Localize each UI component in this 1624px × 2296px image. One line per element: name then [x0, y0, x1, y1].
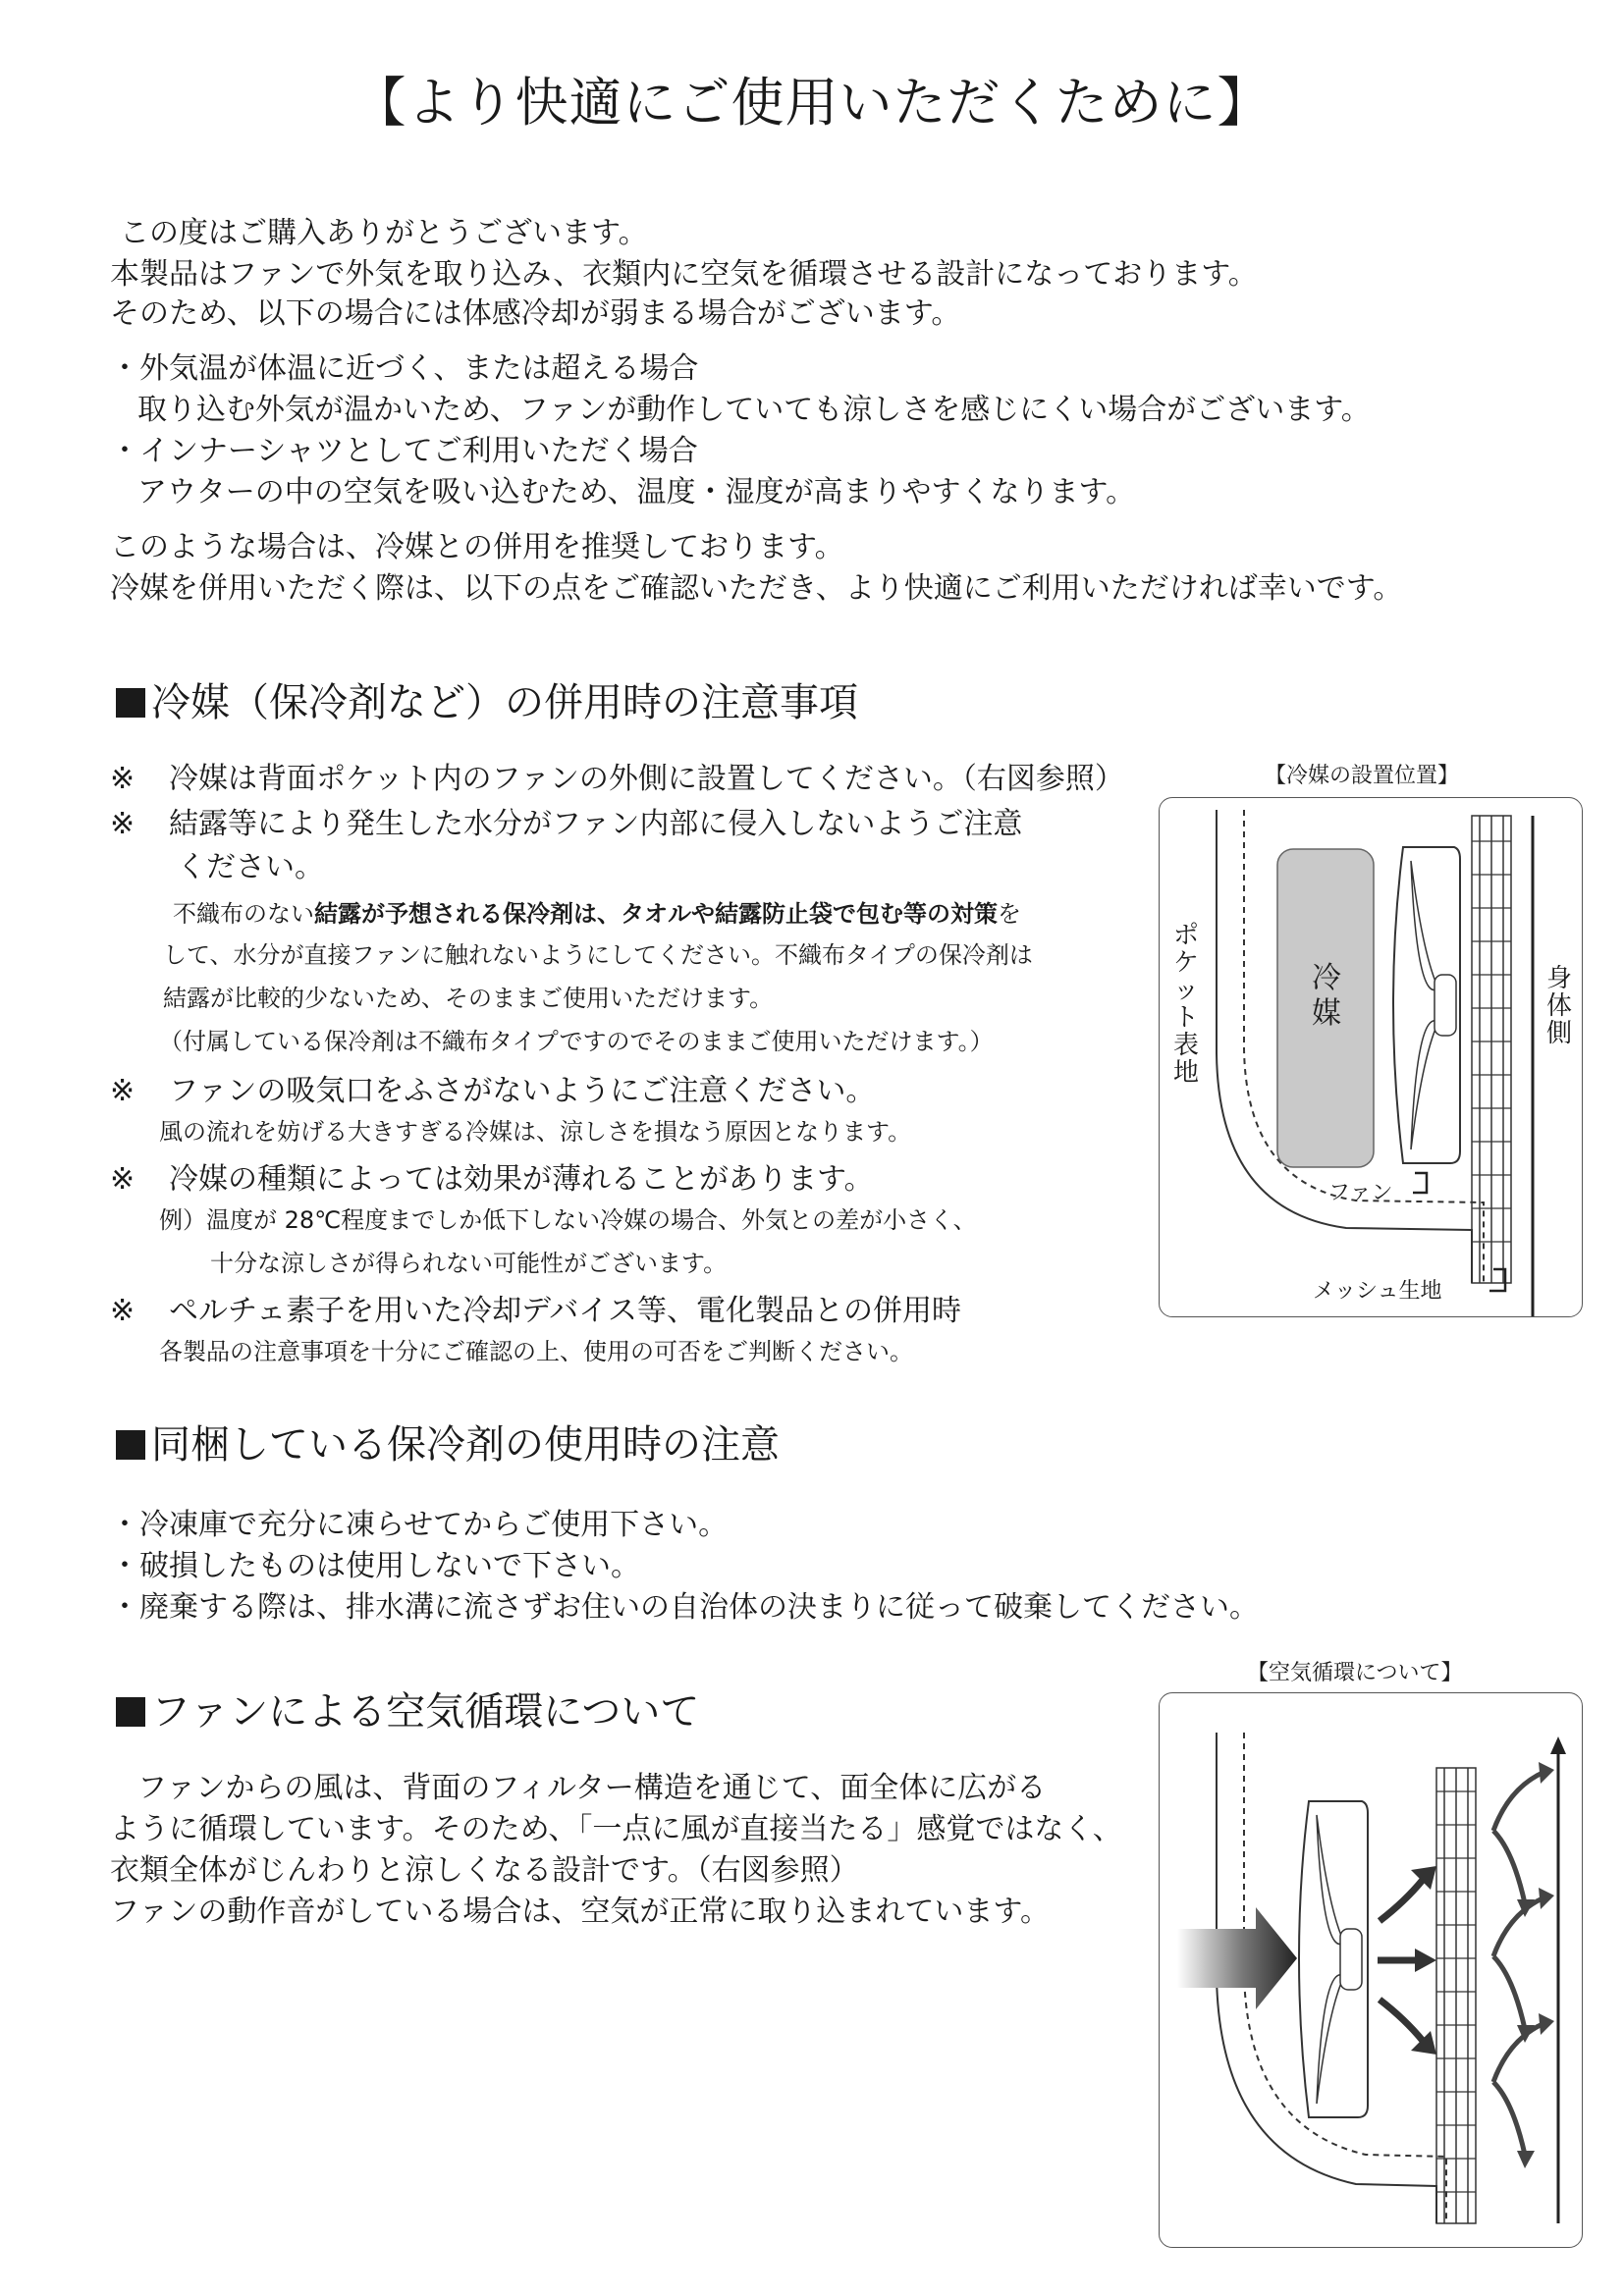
note-4	[110, 1162, 874, 1198]
note-2-sub-2: して、水分が直接ファンに触れないようにしてください。不織布タイプの保冷剤は	[163, 941, 1033, 969]
note-2-sub-1	[173, 899, 1021, 929]
note-5-sub: 各製品の注意事項を十分にご確認の上、使用の可否をご判断ください。	[159, 1338, 913, 1365]
section-2-heading	[116, 1421, 780, 1468]
airflow-line-2: ように循環しています。そのため、「一点に風が直接当たる」感覚ではなく、	[110, 1812, 1122, 1846]
bundled-item-1: ・冷凍庫で充分に凍らせてからご使用下さい。	[110, 1508, 729, 1542]
note-2-sub-3: 結露が比較的少ないため、そのままご使用いただけます。	[163, 985, 774, 1012]
note-2-sub-1-post: を	[998, 900, 1021, 928]
note-2-cont: ください。	[177, 850, 324, 884]
figure-2-caption: 【空気循環について】	[1247, 1661, 1463, 1685]
note-2-sub-4: （付属している保冷剤は不織布タイプですのでそのままご使用いただけます。）	[159, 1028, 994, 1055]
note-2-text: 結露等により発生した水分がファン内部に侵入しないようご注意	[169, 807, 1023, 841]
note-2-sub-1-bold: 結露が予想される保冷剤は、タオルや結露防止袋で包む等の対策	[314, 900, 998, 928]
spread-arrows	[1493, 1772, 1544, 2155]
airflow-line-4: ファンの動作音がしている場合は、空気が正常に取り込まれています。	[110, 1895, 1050, 1929]
mesh-grid	[1472, 816, 1511, 1283]
fan-label: ファン	[1328, 1181, 1393, 1205]
airflow-line-1: ファンからの風は、背面のフィルター構造を通じて、面全体に広がる	[137, 1771, 1047, 1805]
note-1-text: 冷媒は背面ポケット内のファンの外側に設置してください。（右図参照）	[169, 762, 1124, 796]
bundled-item-2: ・破損したものは使用しないで下さい。	[110, 1549, 640, 1583]
note-2-sub-1-pre: 不織布のない	[173, 900, 314, 928]
mesh-label: メッシュ生地	[1313, 1279, 1442, 1304]
note-1	[110, 762, 1124, 797]
note-mark: ※	[110, 1074, 135, 1108]
note-4-sub-1: 例）温度が 28℃程度までしか低下しない冷媒の場合、外気との差が小さく、	[159, 1206, 977, 1234]
page-title: 【より快適にご使用いただくために】	[352, 72, 1272, 133]
figure-1-coolant-position	[1159, 797, 1583, 1317]
note-5	[110, 1294, 961, 1329]
section-1-heading	[116, 679, 858, 726]
bundled-item-3: ・廃棄する際は、排水溝に流さずお住いの自治体の決まりに従って破棄してください。	[110, 1590, 1259, 1625]
note-4-text: 冷媒の種類によっては効果が薄れることがあります。	[169, 1162, 874, 1197]
intro-line-3: そのため、以下の場合には体感冷却が弱まる場合がございます。	[110, 296, 961, 331]
figure-2-air-circulation	[1159, 1692, 1583, 2248]
note-mark: ※	[110, 1294, 135, 1328]
section-2-heading-text: 同梱している保冷剤の使用時の注意	[151, 1422, 780, 1468]
note-5-text: ペルチェ素子を用いた冷却デバイス等、電化製品との併用時	[169, 1294, 961, 1328]
square-bullet-icon	[116, 1697, 145, 1727]
case-2-heading: ・インナーシャツとしてご利用いただく場合	[110, 434, 698, 468]
body-side-label: 身体側	[1545, 964, 1572, 1048]
note-3-text: ファンの吸気口をふさがないようにご注意ください。	[169, 1074, 876, 1108]
note-2	[110, 807, 1022, 842]
intro-line-1: この度はご購入ありがとうございます。	[120, 216, 648, 250]
note-3	[110, 1074, 875, 1109]
note-mark: ※	[110, 807, 135, 841]
square-bullet-icon	[116, 1430, 145, 1460]
figure-2-drawing	[1160, 1693, 1582, 2247]
figure-1-drawing	[1160, 798, 1582, 1316]
recommend-line-2: 冷媒を併用いただく際は、以下の点をご確認いただき、より快適にご利用いただければ幸いです。	[110, 571, 1403, 606]
case-1-body: 取り込む外気が温かいため、ファンが動作していても涼しさを感じにくい場合がございます。	[137, 393, 1371, 427]
case-1-heading: ・外気温が体温に近づく、または超える場合	[110, 351, 699, 386]
note-4-sub-2: 十分な涼しさが得られない可能性がございます。	[210, 1250, 728, 1277]
figure-1-caption: 【冷媒の設置位置】	[1265, 764, 1460, 788]
note-mark: ※	[110, 762, 135, 796]
section-3-heading	[116, 1688, 699, 1735]
recommend-line-1: このような場合は、冷媒との併用を推奨しております。	[110, 530, 844, 564]
note-3-sub: 風の流れを妨げる大きすぎる冷媒は、涼しさを損なう原因となります。	[159, 1118, 912, 1146]
square-bullet-icon	[116, 688, 145, 718]
coolant-label: 冷媒	[1312, 961, 1341, 1031]
pocket-outer-label: ポケット表地	[1172, 921, 1199, 1088]
intro-line-2: 本製品はファンで外気を取り込み、衣類内に空気を循環させる設計になっております。	[110, 257, 1258, 292]
mesh-grid	[1436, 1768, 1476, 2223]
case-2-body: アウターの中の空気を吸い込むため、温度・湿度が高まりやすくなります。	[137, 475, 1136, 509]
section-3-heading-text: ファンによる空気循環について	[151, 1689, 700, 1735]
note-mark: ※	[110, 1162, 135, 1197]
airflow-line-3: 衣類全体がじんわりと涼しくなる設計です。（右図参照）	[110, 1853, 859, 1888]
section-1-heading-text: 冷媒（保冷剤など）の併用時の注意事項	[151, 680, 858, 725]
